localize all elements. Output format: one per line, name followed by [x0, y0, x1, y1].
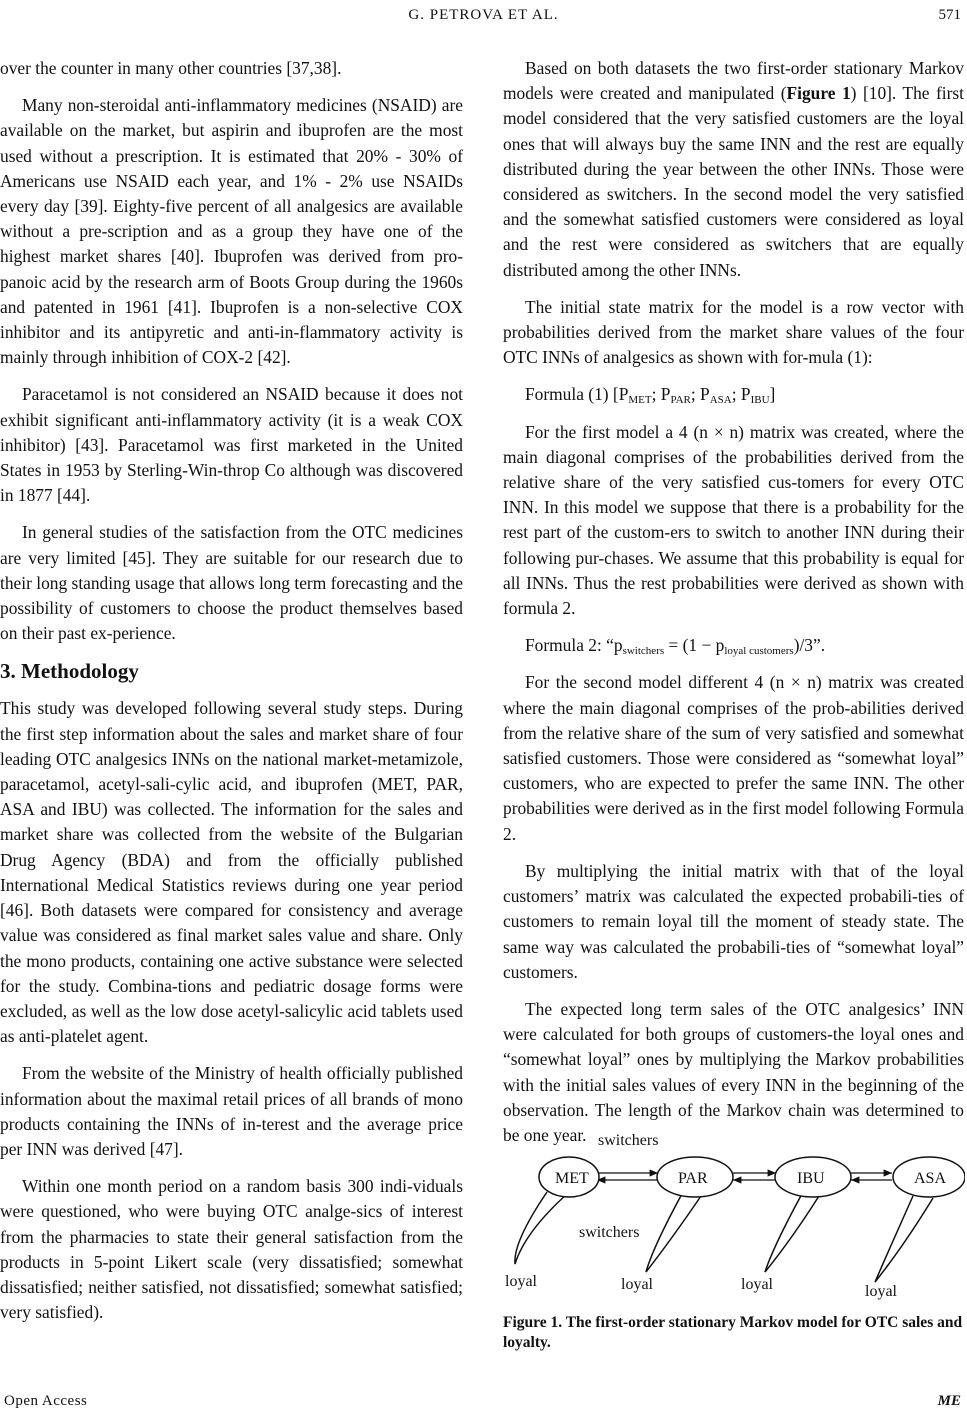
paragraph: In general studies of the satisfaction from the OTC medicines are very limited [45]. They are suitable for our research due to their long standing usage that allows long term forecasting and the possibility of customers to choose the product themselves based on their past ex-perience. — [0, 522, 463, 644]
loyal-loop-par — [646, 1192, 701, 1272]
paragraph: By multiplying the initial matrix with that of the loyal customers’ matrix was calculated the expected probabili-ties of customers to remain loyal till the moment of steady state. The same way was calculated the probabili-ties of “somewhat loyal” customers. — [503, 860, 964, 982]
paragraph: Many non-steroidal anti-inflammatory medicines (NSAID) are available on the market, but aspirin and ibuprofen are the most used without a prescription. It is estimated that 20% - 30% of Americans use NSAID each year, and 1% - 2% use NSAIDs every day [39]. Eighty-five percent of all analgesics are available without a pre-scription and as a group they have one of the highest market shares [40]. Ibuprofen was derived from pro-panoic acid by the research arm of Boots Group during the 1960s and patented in 1961 [41]. Ibuprofen is a non-selective COX inhibitor and its antipyretic and anti-in-flammatory activity is mainly through inhibition of COX-2 [42]. — [0, 95, 463, 368]
section-heading: 3. Methodology — [0, 659, 139, 684]
page-number: 571 — [938, 7, 961, 23]
formula-2: Formula 2: “$p_{switchers} = (1 - p_{loyal customers})/3$”. — [525, 635, 826, 658]
figure-caption: Figure 1. The first-order stationary Markov model for OTC sales and loyalty. — [503, 1314, 963, 1351]
figure-reference: Figure 1 — [786, 83, 851, 104]
page-header — [0, 0, 967, 40]
loyal-label: loyal — [621, 1276, 653, 1293]
loyal-loop-met — [515, 1192, 567, 1264]
formula-1: Formula (1) [$P_{MET}$; $P_{PAR}$; $P_{ASA}$; $P_{IBU}$] — [525, 384, 776, 407]
loyal-label: loyal — [505, 1273, 537, 1290]
journal-abbrev: ME — [937, 1393, 961, 1409]
loyal-label: loyal — [741, 1276, 773, 1293]
paragraph: This study was developed following several study steps. During the first step information about the sales and market share of four leading OTC analgesics INNs on the national market-metamizole, paracetamol, acetyl-sali-cylic acid, and ibuprofen (MET, PAR, ASA and IBU) was collected. The information for the sales and market share was collected from the website of the Bulgarian Drug Agency (BDA) and from the officially published International Medical Statistics reviews during one year period [46]. Both datasets were compared for consistency and average value was considered as final market sales value and share. Only the mono products, containing one active substance were selected for the study. Combina-tions and pediatric dosage forms were excluded, as well as the low dose acetyl-salicylic acid tablets used as anti-platelet agent. — [0, 698, 463, 1047]
loyal-label: loyal — [865, 1283, 897, 1300]
paragraph: For the first model a 4 (n × n) matrix was created, where the main diagonal comprises of the probabilities derived from the relative share of the very satisfied cus-tomers for every OTC INN. In this model we suppose that there is a probability for the rest part of the custom-ers to switch to another INN during their following pur-chases. We assume that this probability is equal for all INNs. Thus the rest probabilities were derived as shown with formula 2. — [503, 421, 964, 619]
paragraph: Paracetamol is not considered an NSAID because it does not exhibit significant anti-inflammatory activity (it is a weak COX inhibitor) [43]. Paracetamol was first marketed in the United States in 1953 by Sterling-Win-throp Co although was discovered in 1877 [44]. — [0, 384, 463, 506]
page-footer — [0, 1393, 967, 1413]
node-label-asa: ASA — [914, 1170, 947, 1187]
left-column — [0, 56, 463, 1337]
paragraph: over the counter in many other countries [37,38]. — [0, 58, 342, 78]
paragraph: For the second model different 4 (n × n) matrix was created where the main diagonal comprises of the prob-abilities derived from the relative share of the sum of very satisfied and somewhat satisfied customers. Those were considered as “somewhat loyal” customers, who are expected to prefer the same INN. The other probabilities were derived as in the first model following Formula 2. — [503, 672, 964, 844]
node-label-par: PAR — [678, 1170, 708, 1187]
loyal-loop-ibu — [765, 1192, 819, 1272]
open-access-label: Open Access — [4, 1393, 88, 1409]
switchers-label-bottom: switchers — [579, 1224, 640, 1241]
paragraph: The expected long term sales of the OTC analgesics’ INN were calculated for both groups of customers-the loyal ones and “somewhat loyal” ones by multiplying the Markov probabilities with the initial sales values of every INN in the beginning of the observation. The length of the Markov chain was determined to be one year. — [503, 998, 964, 1145]
switchers-label-top: switchers — [598, 1132, 659, 1149]
right-column — [503, 56, 964, 1160]
paragraph: Within one month period on a random basis 300 indi-viduals were questioned, who were buying OTC analge-sics of interest from the pharmacies to state their general satisfaction from the products in 5-point Likert scale (very dissatisfied; somewhat dissatisfied; neither satisfied, not dissatisfied; somewhat satisfied; very satisfied). — [0, 1176, 463, 1323]
paragraph: Based on both datasets the two first-order stationary Markov models were created and manipulated (Figure 1) [10]. The first model considered that the very satisfied customers are the loyal ones that will always buy the same INN and the rest are equally distributed during the year between the other INNs. Those were considered as switchers. In the second model the very satisfied and the somewhat satisfied customers were considered as loyal and the rest were considered as switchers that are equally distributed among the other INNs. — [503, 58, 964, 280]
node-label-ibu: IBU — [797, 1170, 825, 1187]
markov-diagram — [503, 1122, 965, 1312]
node-label-met: MET — [555, 1170, 589, 1187]
paragraph: From the website of the Ministry of health officially published information about the maximal retail prices of all brands of mono products containing the INNs of in-terest and the average price per INN was derived [47]. — [0, 1063, 463, 1159]
paragraph: The initial state matrix for the model is a row vector with probabilities derived from the market share values of the four OTC INNs of analgesics as shown with for-mula (1): — [503, 296, 964, 368]
running-title: G. PETROVA ET AL. — [408, 7, 559, 23]
loyal-loop-asa — [875, 1196, 933, 1282]
